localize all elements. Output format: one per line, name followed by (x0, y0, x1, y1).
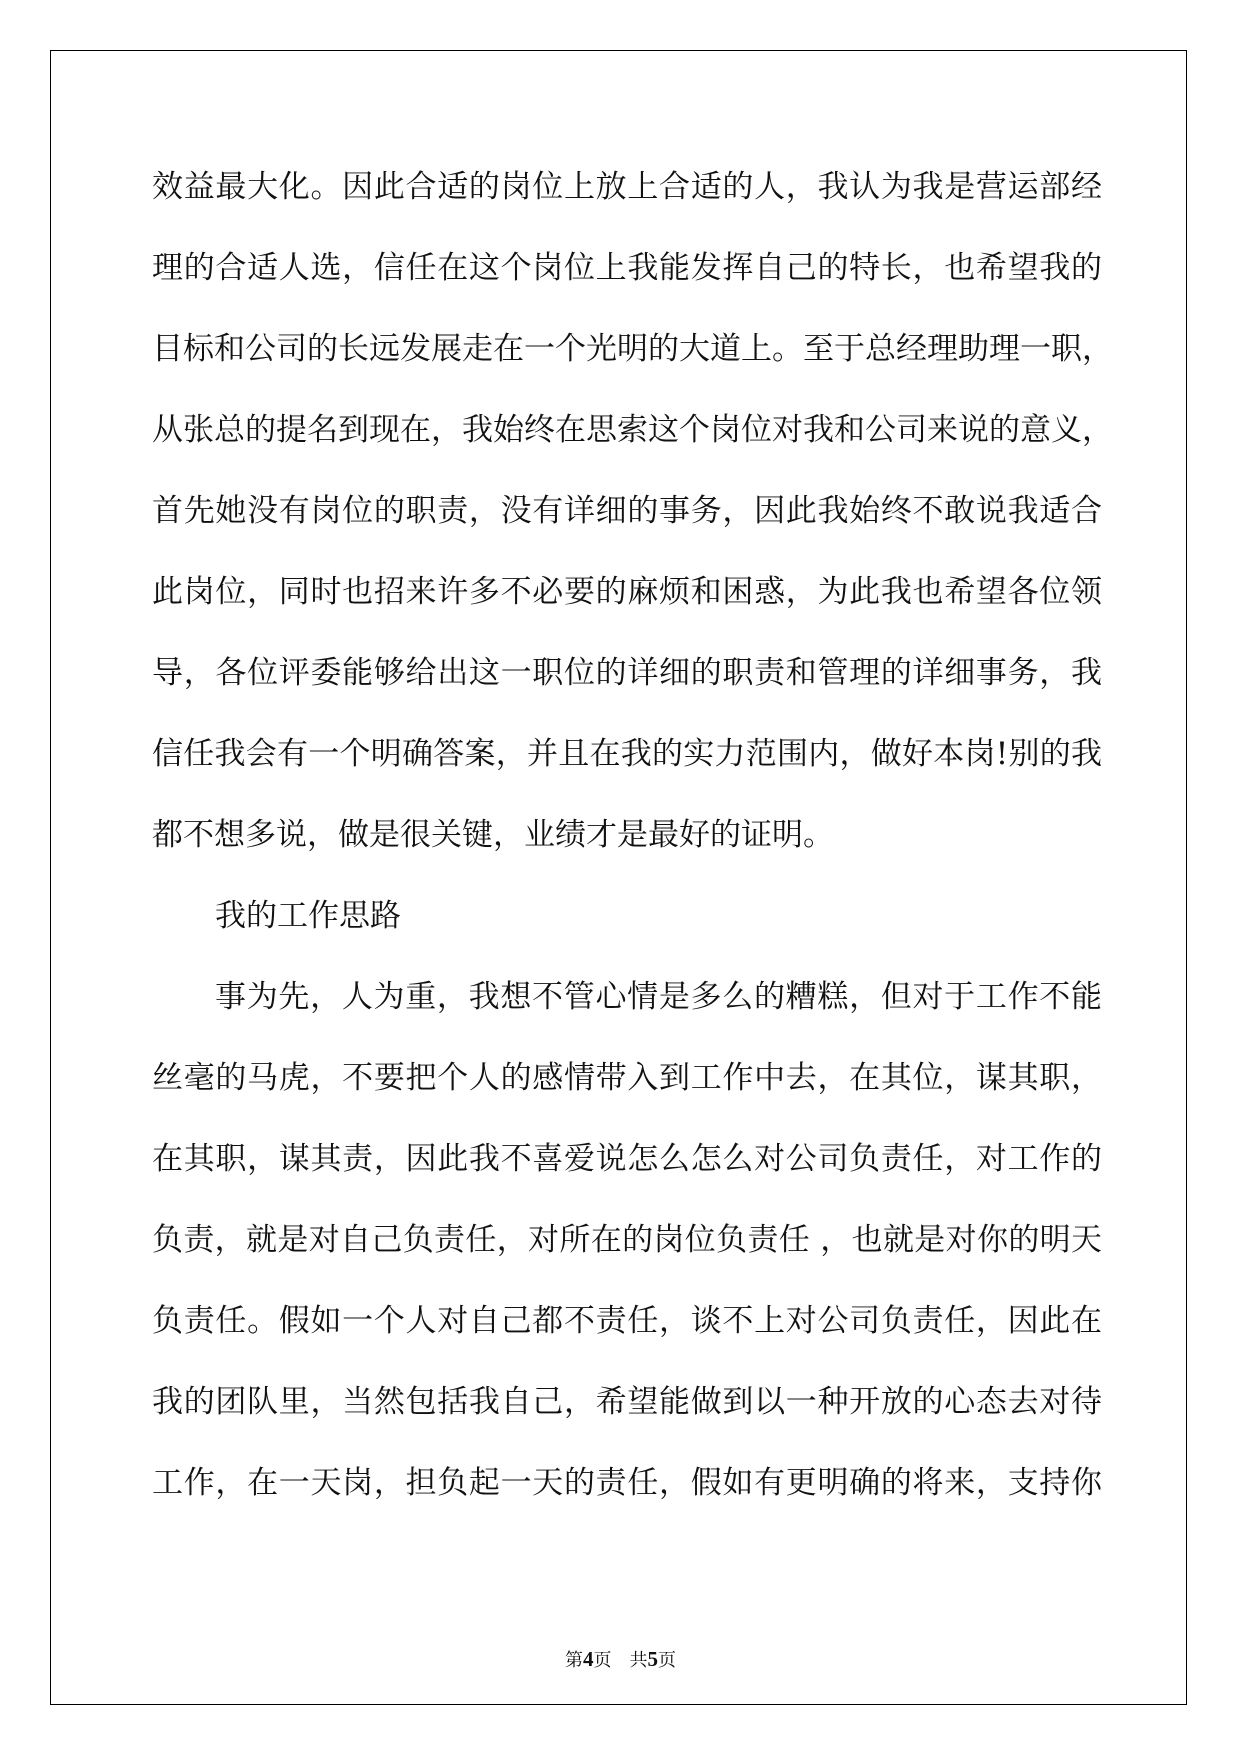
text-line: 效益最大化。因此合适的岗位上放上合适的人，我认为我是营运部经 (152, 169, 1102, 205)
page-footer (0, 1646, 1241, 1672)
text-line: 负责任。假如一个人对自己都不责任，谈不上对公司负责任，因此在 (152, 1303, 1102, 1339)
total-page-number: 5 (647, 1647, 658, 1671)
text-line: 都不想多说，做是很关键，业绩才是最好的证明。 (152, 817, 834, 853)
text-line: 工作，在一天岗，担负起一天的责任，假如有更明确的将来，支持你 (152, 1465, 1102, 1501)
text-line: 目标和公司的长远发展走在一个光明的大道上。至于总经理助理一职， (152, 331, 1113, 367)
section-heading: 我的工作思路 (215, 898, 401, 934)
footer-page-suffix: 页 (593, 1650, 612, 1671)
text-line: 首先她没有岗位的职责，没有详细的事务，因此我始终不敢说我适合 (152, 493, 1102, 529)
current-page-number: 4 (583, 1647, 594, 1671)
text-line: 在其职，谋其责，因此我不喜爱说怎么怎么对公司负责任，对工作的 (152, 1141, 1102, 1177)
text-line: 导，各位评委能够给出这一职位的详细的职责和管理的详细事务，我 (152, 655, 1102, 691)
text-line: 丝毫的马虎，不要把个人的感情带入到工作中去，在其位，谋其职， (152, 1060, 1102, 1096)
text-line: 此岗位，同时也招来许多不必要的麻烦和困惑，为此我也希望各位领 (152, 574, 1102, 610)
text-line: 信任我会有一个明确答案，并且在我的实力范围内，做好本岗!别的我 (152, 736, 1102, 772)
text-line: 理的合适人选，信任在这个岗位上我能发挥自己的特长，也希望我的 (152, 250, 1102, 286)
footer-total-prefix: 共 (629, 1650, 648, 1671)
footer-total-suffix: 页 (658, 1650, 676, 1671)
text-line: 事为先，人为重，我想不管心情是多么的糟糕，但对于工作不能 (215, 979, 1102, 1015)
text-line: 负责，就是对自己负责任，对所在的岗位负责任 ，也就是对你的明天 (152, 1222, 1102, 1258)
text-line: 我的团队里，当然包括我自己，希望能做到以一种开放的心态去对待 (152, 1384, 1102, 1420)
text-line: 从张总的提名到现在，我始终在思索这个岗位对我和公司来说的意义， (152, 412, 1113, 448)
footer-prefix: 第 (565, 1650, 583, 1671)
document-body (152, 160, 1113, 1537)
